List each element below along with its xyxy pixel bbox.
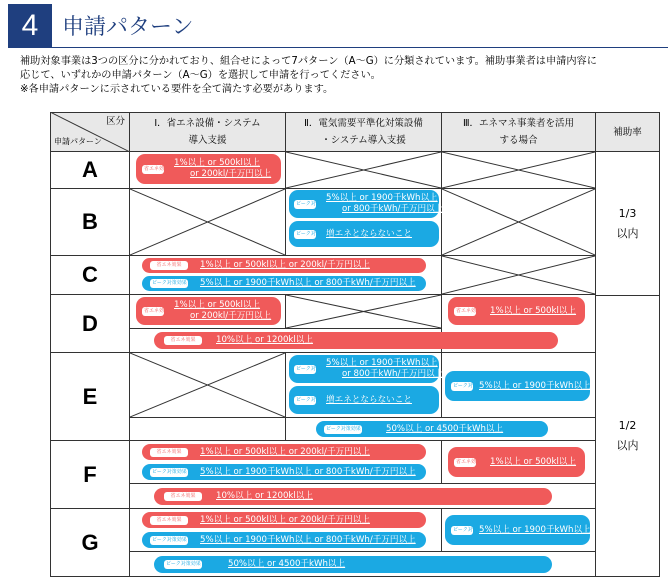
intro-text	[20, 55, 662, 97]
req-text: 1%以上 or 500kl以上	[490, 305, 577, 316]
peak-tag: ピーク対策効果	[152, 536, 187, 543]
peak-tag: ピーク対策効果	[152, 280, 187, 286]
row-label-a: A	[50, 151, 130, 189]
req-peak-pill	[142, 532, 426, 548]
not-applicable-cross	[130, 189, 285, 255]
peak-tag: ピーク対策効果	[453, 526, 488, 533]
req-text: or 800千kWh/千万円以上	[342, 369, 444, 379]
req-text: 1%以上 or 500kl以上 or 200kl/千万円以上	[200, 446, 370, 457]
peak-tag: ピーク対策効果	[453, 382, 488, 389]
rate-cell-upper	[595, 151, 660, 296]
req-text: 5%以上 or 1900千kWh以上 or 800千kWh/千万円以上	[200, 466, 416, 477]
col-header-2	[285, 112, 442, 152]
req-text: or 800千kWh/千万円以上	[342, 204, 444, 214]
req-text: 50%以上 or 4500千kWh以上	[228, 559, 346, 569]
cell-a-2	[285, 151, 442, 189]
row-label-e: E	[50, 352, 130, 441]
row-label-d: D	[50, 294, 130, 353]
intro-line: ※各申請パターンに示されている要件を全て満たす必要があります。	[20, 84, 334, 95]
cell-a-3	[441, 151, 596, 189]
intro-line: 応じて、いずれかの申請パターン（A～G）を選択して申請を行ってください。	[20, 70, 381, 81]
col-header-3-line: Ⅲ．エネマネ事業者を活用	[462, 118, 575, 129]
req-energy-pill	[136, 297, 281, 325]
req-text: 5%以上 or 1900千kWh以上	[326, 358, 438, 368]
not-applicable-cross	[442, 189, 595, 255]
energy-tag: 省エネ効果	[456, 307, 482, 314]
req-text: 5%以上 or 1900千kWh以上	[326, 193, 438, 203]
req-text: 5%以上 or 1900千kWh以上	[479, 524, 591, 535]
req-text: 5%以上 or 1900千kWh以上	[479, 380, 591, 391]
req-text: 50%以上 or 4500千kWh以上	[386, 423, 504, 434]
section-number: 4	[8, 4, 52, 48]
rate-upper-unit: 以内	[616, 226, 639, 240]
corner-header	[50, 112, 130, 152]
req-peak-pill	[289, 386, 439, 414]
req-peak-pill	[289, 221, 439, 247]
col-header-2-line: ・システム導入支援	[321, 135, 406, 146]
req-text: 1%以上 or 500kl以上 or 200kl/千万円以上	[200, 260, 370, 270]
title-underline	[8, 47, 668, 48]
req-peak-pill	[289, 190, 444, 218]
not-applicable-cross	[130, 353, 285, 417]
row-label-g: G	[50, 508, 130, 577]
req-text: or 200kl/千万円以上	[190, 311, 272, 321]
req-ems-energy-pill	[448, 447, 585, 477]
req-energy-pill	[136, 154, 281, 184]
energy-tag: 省エネ効果	[150, 448, 188, 457]
req-text: 1%以上 or 500kl以上 or 200kl/千万円以上	[200, 514, 370, 525]
rate-cell-lower	[595, 295, 660, 577]
req-energy-10-pill	[154, 332, 558, 349]
cell-b-3	[441, 188, 596, 256]
req-text: or 200kl/千万円以上	[190, 169, 272, 179]
req-text: 5%以上 or 1900千kWh以上 or 800千kWh/千万円以上	[200, 278, 416, 288]
peak-tag: ピーク対策効果	[296, 200, 331, 207]
col-header-3-line: する場合	[499, 135, 538, 146]
req-energy-pill	[142, 512, 426, 528]
row-label-b: B	[50, 188, 130, 256]
peak-tag: ピーク対策効果	[326, 425, 361, 432]
peak-tag: ピーク対策効果	[296, 396, 331, 403]
energy-tag: 省エネ効果	[456, 458, 482, 465]
req-energy-10-pill	[154, 488, 552, 505]
rate-lower-unit: 以内	[616, 439, 639, 452]
not-applicable-cross	[442, 152, 595, 188]
req-text: 10%以上 or 1200kl以上	[216, 491, 313, 501]
energy-tag: 省エネ効果	[164, 336, 202, 345]
req-text: 1%以上 or 500kl以上	[490, 456, 577, 467]
page-title: 申請パターン	[62, 15, 194, 40]
not-applicable-cross	[442, 256, 595, 294]
req-peak-pill	[142, 276, 426, 291]
peak-tag: ピーク対策効果	[296, 365, 331, 372]
energy-tag: 省エネ効果	[150, 516, 188, 525]
req-text: 増エネとならないこと	[326, 394, 412, 405]
corner-bottom-label: 申請パターン	[54, 137, 102, 146]
req-ems-peak-pill	[445, 515, 590, 545]
req-peak-50-pill	[316, 421, 548, 437]
req-peak-pill	[142, 464, 426, 480]
req-energy-pill	[142, 444, 426, 460]
req-peak-pill	[289, 355, 444, 383]
row-label-c: C	[50, 255, 130, 295]
rate-lower-value: 1/2	[618, 419, 637, 432]
col-header-1-line: Ⅰ．省エネ設備・システム	[154, 118, 261, 129]
req-ems-peak-pill	[445, 371, 590, 401]
corner-top-label: 区分	[105, 116, 125, 127]
row-label-f: F	[50, 440, 130, 509]
cell-e-1	[129, 352, 286, 418]
cell-b-1	[129, 188, 286, 256]
req-ems-energy-pill	[448, 297, 585, 325]
energy-tag: 省エネ効果	[144, 165, 170, 172]
req-text: 10%以上 or 1200kl以上	[216, 335, 313, 345]
col-header-1-line: 導入支援	[188, 135, 227, 146]
req-text: 1%以上 or 500kl以上	[174, 300, 261, 310]
req-peak-50-pill	[154, 556, 552, 573]
col-header-1	[129, 112, 286, 152]
req-text: 増エネとならないこと	[326, 228, 412, 239]
not-applicable-cross	[286, 152, 441, 188]
col-header-2-line: Ⅱ．電気需要平準化対策設備	[304, 118, 423, 129]
energy-tag: 省エネ効果	[164, 492, 202, 501]
cell-e-bottom-left	[129, 417, 286, 441]
intro-line: 補助対象事業は3つの区分に分かれており、組合せによって7パターン（A～G）に分類されています。補助事業者は申請内容に	[20, 56, 597, 67]
cell-c-3	[441, 255, 596, 295]
req-text: 5%以上 or 1900千kWh以上 or 800千kWh/千万円以上	[200, 534, 416, 545]
not-applicable-cross	[286, 295, 441, 328]
req-energy-pill	[142, 258, 426, 273]
req-text: 1%以上 or 500kl以上	[174, 158, 261, 168]
energy-tag: 省エネ効果	[150, 261, 188, 270]
peak-tag: ピーク対策効果	[152, 468, 187, 475]
rate-upper-value: 1/3	[618, 206, 637, 220]
peak-tag: ピーク対策効果	[296, 230, 331, 237]
energy-tag: 省エネ効果	[144, 307, 170, 314]
cell-d-2	[285, 294, 442, 329]
col-header-rate-label: 補助率	[613, 126, 642, 138]
peak-tag: ピーク対策効果	[166, 561, 201, 567]
col-header-rate	[595, 112, 660, 152]
col-header-3	[441, 112, 596, 152]
